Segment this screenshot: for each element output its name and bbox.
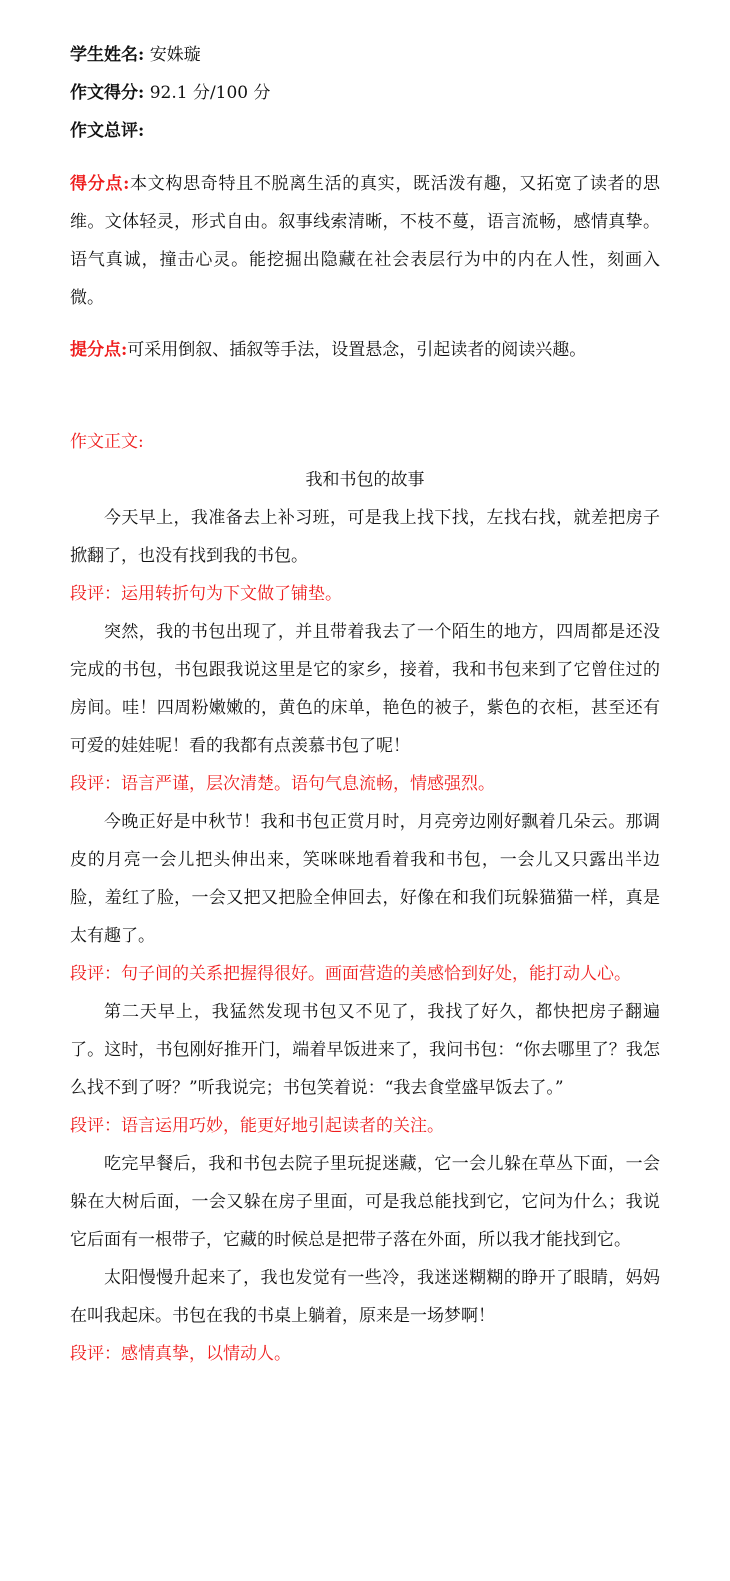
paragraph-comment-2: 段评：语言严谨，层次清楚。语句气息流畅，情感强烈。 [70, 774, 495, 794]
essay-paragraph-6: 太阳慢慢升起来了，我也发觉有一些冷，我迷迷糊糊的睁开了眼睛，妈妈在叫我起床。书包在我的书桌上躺着，原来是一场梦啊！ [70, 1268, 660, 1326]
spacer [70, 369, 660, 423]
plus-points [70, 165, 660, 317]
score-row [70, 74, 660, 112]
essay-paragraph-5: 吃完早餐后，我和书包去院子里玩捉迷藏，它一会儿躲在草丛下面，一会躲在大树后面，一会又躲在房子里面，可是我总能找到它，它问为什么；我说它后面有一根带子，它藏的时候总是把带子落在外面，所以我才能找到它。 [70, 1154, 660, 1250]
essay-section-label: 作文正文: [70, 432, 144, 452]
score-value: 92.1 分/100 分 [149, 83, 271, 103]
student-name-value: 安姝璇 [149, 45, 201, 65]
paragraph-comment-6: 段评：感情真挚，以情动人。 [70, 1344, 291, 1364]
score-label: 作文得分: [70, 83, 145, 103]
spacer [70, 150, 660, 165]
top-spacer [70, 0, 660, 36]
plus-text: 本文构思奇特且不脱离生活的真实，既活泼有趣，又拓宽了读者的思维。文体轻灵，形式自由。叙事线索清晰，不枝不蔓，语言流畅，感情真挚。语气真诚，撞击心灵。能挖掘出隐藏在社会表层行为中的内在人性，刻画入微。 [70, 174, 660, 308]
improve-text: 可采用倒叙、插叙等手法，设置悬念，引起读者的阅读兴趣。 [127, 340, 587, 360]
paragraph-comment-1: 段评：运用转折句为下文做了铺垫。 [70, 584, 342, 604]
essay-paragraph-3: 今晚正好是中秋节！我和书包正赏月时，月亮旁边刚好飘着几朵云。那调皮的月亮一会儿把头伸出来，笑咪咪地看着我和书包，一会儿又只露出半边脸，羞红了脸，一会又把又把脸全伸回去，好像在和我们玩躲猫猫一样，真是太有趣了。 [70, 812, 660, 946]
paragraph-comment-3: 段评：句子间的关系把握得很好。画面营造的美感恰到好处，能打动人心。 [70, 964, 631, 984]
improve-points [70, 331, 660, 369]
essay-title: 我和书包的故事 [305, 470, 425, 490]
student-name-label: 学生姓名: [70, 45, 145, 65]
paragraph-comment-4: 段评：语言运用巧妙，能更好地引起读者的关注。 [70, 1116, 444, 1136]
improve-label: 提分点: [70, 340, 128, 360]
essay-paragraph-2: 突然，我的书包出现了，并且带着我去了一个陌生的地方，四周都是还没完成的书包，书包跟我说这里是它的家乡，接着，我和书包来到了它曾住过的房间。哇！四周粉嫩嫩的，黄色的床单，艳色的被子，紫色的衣柜，甚至还有可爱的娃娃呢！看的我都有点羡慕书包了呢！ [70, 622, 660, 756]
student-name-row [70, 36, 660, 74]
review-row [70, 112, 660, 150]
plus-label: 得分点: [70, 174, 130, 194]
essay-paragraph-1: 今天早上，我准备去上补习班，可是我上找下找，左找右找，就差把房子掀翻了，也没有找到我的书包。 [70, 508, 660, 566]
spacer [70, 317, 660, 331]
essay-paragraph-4: 第二天早上，我猛然发现书包又不见了，我找了好久，都快把房子翻遍了。这时，书包刚好推开门，端着早饭进来了，我问书包：“你去哪里了？我怎么找不到了呀？”听我说完；书包笑着说：“我去食堂盛早饭去了。” [70, 1002, 660, 1098]
review-label: 作文总评: [70, 121, 145, 141]
